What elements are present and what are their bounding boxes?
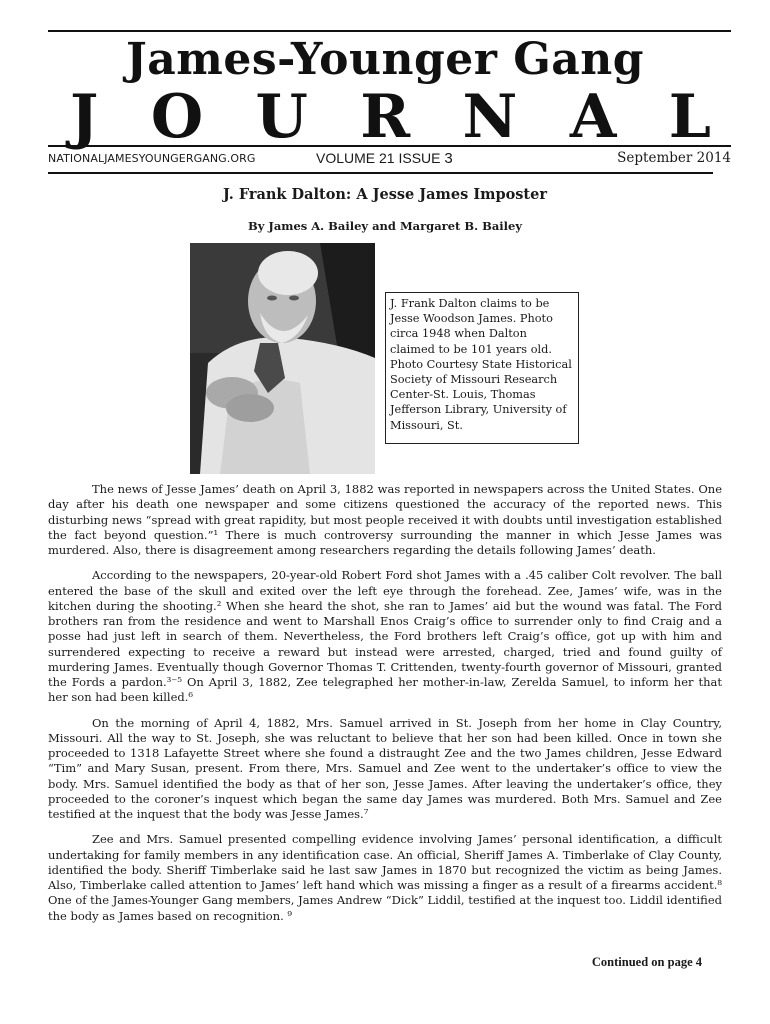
continued-link[interactable]: Continued on page 4 <box>591 955 702 969</box>
website-link[interactable]: NATIONALJAMESYOUNGERGANG.ORG <box>48 152 256 165</box>
article-body <box>48 482 722 934</box>
article-paragraph: The news of Jesse James’ death on April 3, 1882 was reported in newspapers across the United States. One day after his death one newspaper and some citizens questioned the accuracy of the reported news. This disturbing news “spread with great rapidity, but most people received it with doubts until investigation established the fact beyond question.”¹ There is much controversy surrounding the manner in which Jesse James was murdered. Also, there is disagreement among researchers regarding the details following James’ death. <box>48 482 722 557</box>
dalton-photo <box>190 243 375 474</box>
masthead-mid-rule <box>48 145 731 147</box>
journal-letter: N <box>462 82 518 152</box>
journal-letter: O <box>150 82 204 152</box>
dalton-portrait-image <box>190 243 375 474</box>
journal-letter: R <box>360 82 411 152</box>
masthead-journal <box>48 82 731 152</box>
masthead-bottom-rule <box>48 172 713 174</box>
journal-letter: U <box>255 82 308 152</box>
article-byline: By James A. Bailey and Margaret B. Bailey <box>247 219 523 233</box>
masthead-title: James-Younger Gang <box>125 34 645 85</box>
volume-label: VOLUME 21 ISSUE <box>316 150 441 166</box>
article-title: J. Frank Dalton: A Jesse James Imposter <box>222 186 547 203</box>
article-paragraph: Zee and Mrs. Samuel presented compelling evidence involving James’ personal identification, a difficult undertaking for family members in any identification case. An official, Sheriff James A. Timberlake of Clay County, identified the body. Sheriff Timberlake said he last saw James in 1870 but recognized the victim as being James. Also, Timberlake called attention to James’ left hand which was missing a finger as a result of a firearms accident.⁸ One of the James-Younger Gang members, James Andrew “Dick” Liddil, testified at the inquest too. Liddil identified the body as James based on recognition. ⁹ <box>48 832 722 923</box>
masthead-top-rule <box>48 30 731 32</box>
issue-number: 3 <box>444 150 453 167</box>
journal-letter: J <box>70 82 99 152</box>
issue-date: September 2014 <box>617 150 731 166</box>
article-paragraph: On the morning of April 4, 1882, Mrs. Samuel arrived in St. Joseph from her home in Clay Country, Missouri. All the way to St. Joseph, she was reluctant to believe that her son had been killed. Once in town she proceeded to 1318 Lafayette Street where she found a distraught Zee and the two James children, Jesse Edward “Tim” and Mary Susan, present. From there, Mrs. Samuel and Zee went to the undertaker’s office to view the body. Mrs. Samuel identified the body as that of her son, Jesse James. After leaving the undertaker’s office, they proceeded to the coroner’s inquest which began the same day James was murdered. Both Mrs. Samuel and Zee testified at the inquest that the body was Jesse James.⁷ <box>48 715 722 821</box>
journal-letter: L <box>668 82 711 152</box>
issue-bar <box>48 148 731 170</box>
volume-issue <box>316 150 453 167</box>
journal-letter: A <box>569 82 617 152</box>
photo-caption: J. Frank Dalton claims to be Jesse Woodson James. Photo circa 1948 when Dalton claimed to be 101 years old. Photo Courtesy State Historical Society of Missouri Research Center-St. Louis, Thomas Jefferson Library, University of Missouri, St. <box>385 292 579 444</box>
article-paragraph: According to the newspapers, 20-year-old Robert Ford shot James with a .45 caliber Colt revolver. The ball entered the base of the skull and exited over the left eye through the forehead. Zee, James’ wife, was in the kitchen during the shooting.² When she heard the shot, she ran to James’ aid but the wound was fatal. The Ford brothers ran from the residence and went to Marshall Enos Craig’s office to surrender only to find Craig and a posse had just left in search of them. Nevertheless, the Ford brothers left Craig’s office, got up with him and surrendered expecting to receive a reward but instead were arrested, charged, tried and found guilty of murdering James. Eventually though Governor Thomas T. Crittenden, twenty-fourth governor of Missouri, granted the Fords a pardon.³⁻⁵ On April 3, 1882, Zee telegraphed her mother-in-law, Zerelda Samuel, to inform her that her son had been killed.⁶ <box>48 568 722 705</box>
